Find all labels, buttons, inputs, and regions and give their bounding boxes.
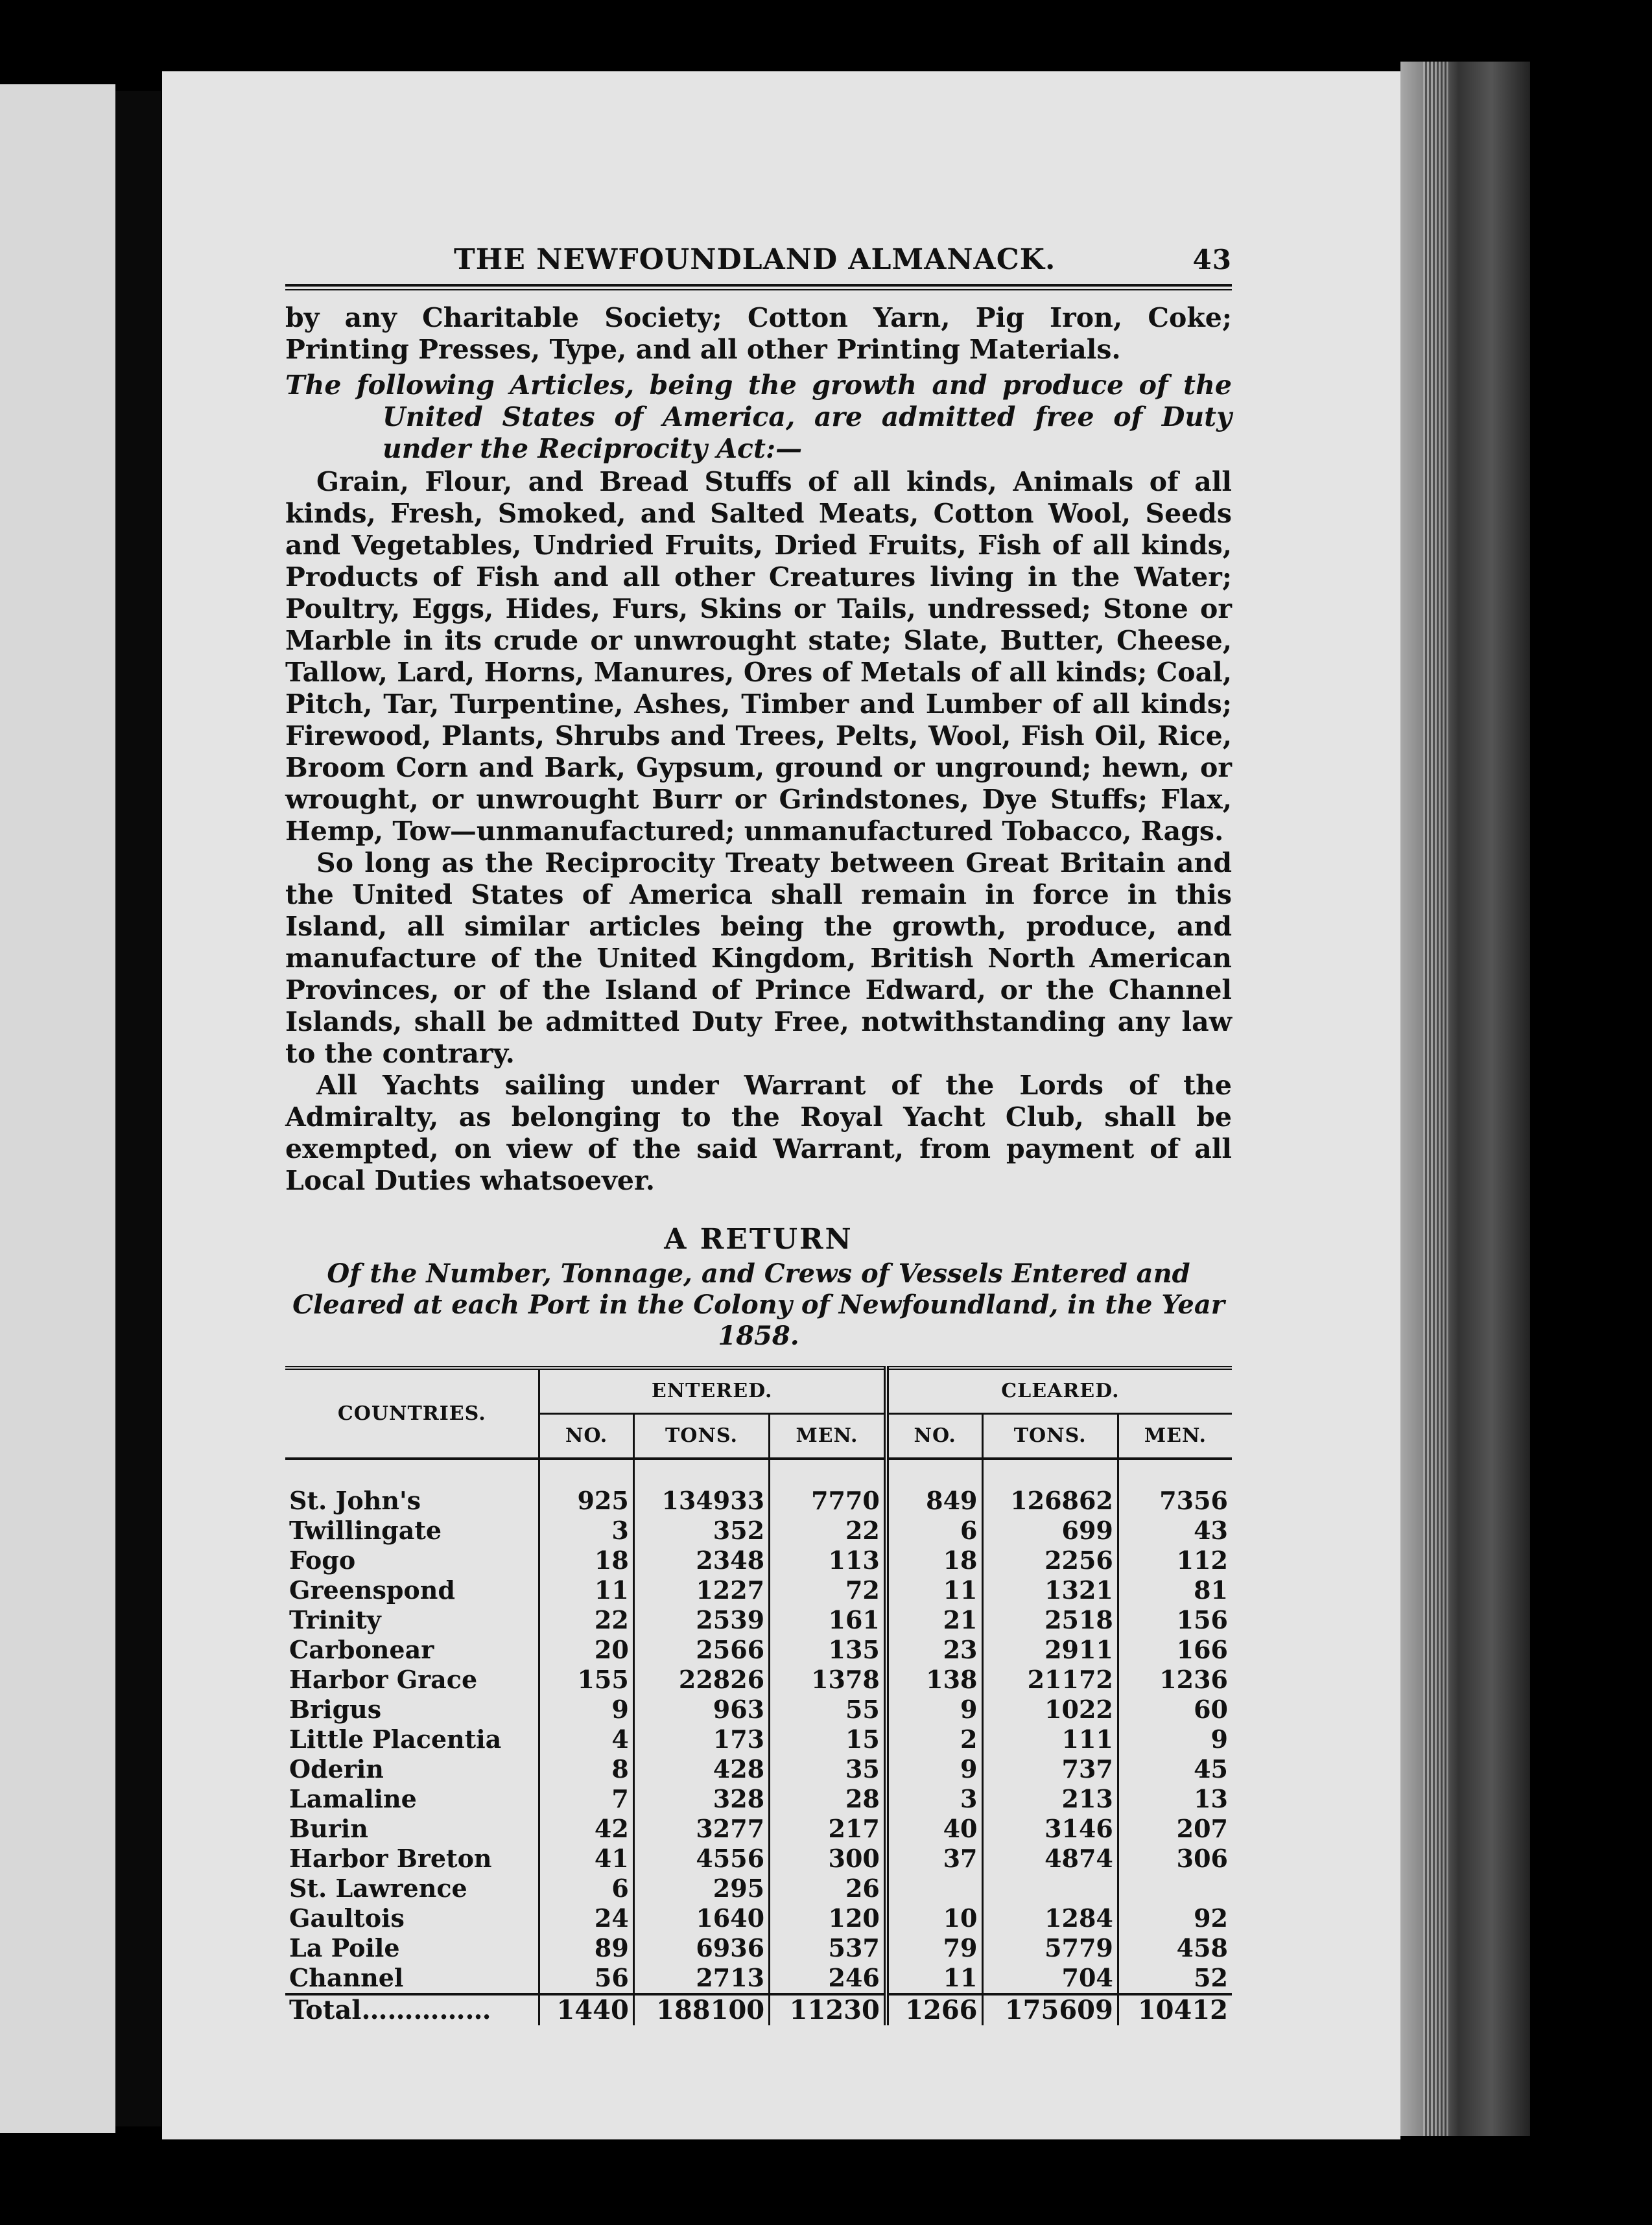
cleared-men: 306	[1118, 1844, 1232, 1874]
port-name: Burin	[289, 1814, 368, 1843]
entered-men: 72	[770, 1575, 886, 1605]
cleared-tons: 21172	[982, 1665, 1118, 1695]
entered-men: 1378	[770, 1665, 886, 1695]
table-row	[285, 1725, 1232, 1754]
total-entered-no: 1440	[539, 1994, 633, 2025]
total-label: Total……………	[285, 1994, 539, 2025]
port-name: Fogo	[289, 1546, 356, 1575]
total-cleared-tons: 175609	[982, 1994, 1118, 2025]
entered-no: 22	[539, 1605, 633, 1635]
entered-men: 135	[770, 1635, 886, 1665]
page-stack-edges	[1423, 62, 1449, 2136]
table-row	[285, 1575, 1232, 1605]
cleared-tons: 699	[982, 1516, 1118, 1546]
return-subtitle: Of the Number, Tonnage, and Crews of Vessels Entered and Cleared at each Port in the Colony of Newfoundland, in the Year 1858.	[292, 1258, 1225, 1351]
port-name: Greenspond	[289, 1575, 455, 1605]
entered-no: 925	[539, 1486, 633, 1516]
entered-men: 113	[770, 1546, 886, 1575]
cleared-tons: 2911	[982, 1635, 1118, 1665]
cleared-no: 40	[886, 1814, 982, 1844]
entered-men: 55	[770, 1695, 886, 1725]
port-name: Little Placentia	[289, 1725, 502, 1754]
total-row	[285, 1994, 1232, 2025]
cleared-men: 207	[1118, 1814, 1232, 1844]
entered-tons: 428	[633, 1754, 769, 1784]
entered-men: 217	[770, 1814, 886, 1844]
port-name: Harbor Breton	[289, 1844, 492, 1873]
col-header-cleared-tons: TONS.	[982, 1414, 1118, 1459]
paragraph-articles-list: Grain, Flour, and Bread Stuffs of all kinds, Animals of all kinds, Fresh, Smoked, and Salted Meats, Cotton Wool, Seeds and Vegetables, Undried Fruits, Dried Fruits, Fish of all kinds, Products of Fish and all other Creatures living in the Water; Poultry, Eggs, Hides, Furs, Skins or Tails, undressed; Stone or Marble in its crude or unwrought state; Slate, Butter, Cheese, Tallow, Lard, Horns, Manures, Ores of Metals of all kinds; Coal, Pitch, Tar, Turpentine, Ashes, Timber and Lumber of all kinds; Firewood, Plants, Shrubs and Trees, Pelts, Wool, Fish Oil, Rice, Broom Corn and Bark, Gypsum, ground or unground; hewn, or wrought, or unwrought Burr or Grindstones, Dye Stuffs; Flax, Hemp, Tow—unmanufactured; unmanufactured Tobacco, Rags.	[285, 466, 1232, 847]
group-header-cleared: CLEARED.	[886, 1368, 1232, 1414]
port-name: Oderin	[289, 1754, 384, 1784]
cleared-no: 6	[886, 1516, 982, 1546]
page-number: 43	[1192, 244, 1232, 276]
cleared-tons: 126862	[982, 1486, 1118, 1516]
table-row	[285, 1635, 1232, 1665]
entered-no: 7	[539, 1784, 633, 1814]
col-header-entered-men: MEN.	[770, 1414, 886, 1459]
cleared-tons: 3146	[982, 1814, 1118, 1844]
facing-page-edge	[0, 84, 115, 2133]
port-name: Brigus	[289, 1695, 382, 1724]
entered-men: 246	[770, 1963, 886, 1994]
paragraph-reciprocity-treaty: So long as the Reciprocity Treaty between Great Britain and the United States of America shall remain in force in this Island, all similar articles being the growth, produce, and manufacture of the United Kingdom, British North American Provinces, or of the Island of Prince Edward, or the Channel Islands, shall be admitted Duty Free, notwithstanding any law to the contrary.	[285, 847, 1232, 1069]
col-header-cleared-men: MEN.	[1118, 1414, 1232, 1459]
cleared-tons: 2518	[982, 1605, 1118, 1635]
col-header-cleared-no: NO.	[886, 1414, 982, 1459]
cleared-men: 43	[1118, 1516, 1232, 1546]
entered-no: 18	[539, 1546, 633, 1575]
entered-men: 22	[770, 1516, 886, 1546]
port-name: Carbonear	[289, 1635, 434, 1664]
cleared-men: 92	[1118, 1903, 1232, 1933]
cleared-tons: 213	[982, 1784, 1118, 1814]
cleared-men: 60	[1118, 1695, 1232, 1725]
cleared-no	[886, 1874, 982, 1903]
cleared-men: 166	[1118, 1635, 1232, 1665]
entered-tons: 134933	[633, 1486, 769, 1516]
almanack-page	[162, 71, 1400, 2139]
paragraph-reciprocity-intro: The following Articles, being the growth and produce of the United States of America, are admitted free of Duty under the Reciprocity Act:—	[285, 370, 1232, 464]
total-cleared-no: 1266	[886, 1994, 982, 2025]
entered-no: 11	[539, 1575, 633, 1605]
port-name: Channel	[289, 1963, 404, 1992]
cleared-tons: 1284	[982, 1903, 1118, 1933]
cleared-no: 3	[886, 1784, 982, 1814]
entered-tons: 173	[633, 1725, 769, 1754]
cleared-tons: 5779	[982, 1933, 1118, 1963]
table-row	[285, 1784, 1232, 1814]
port-name: Twillingate	[289, 1516, 442, 1545]
table-row	[285, 1814, 1232, 1844]
port-name: Gaultois	[289, 1903, 405, 1933]
entered-no: 89	[539, 1933, 633, 1963]
entered-men: 35	[770, 1754, 886, 1784]
cleared-no: 11	[886, 1575, 982, 1605]
entered-tons: 1640	[633, 1903, 769, 1933]
cleared-tons: 1022	[982, 1695, 1118, 1725]
entered-no: 155	[539, 1665, 633, 1695]
col-header-countries: COUNTRIES.	[285, 1368, 539, 1459]
paragraph-printing-materials: by any Charitable Society; Cotton Yarn, Pig Iron, Coke; Printing Presses, Type, and all other Printing Materials.	[285, 302, 1232, 365]
entered-tons: 963	[633, 1695, 769, 1725]
entered-men: 120	[770, 1903, 886, 1933]
total-cleared-men: 10412	[1118, 1994, 1232, 2025]
entered-men: 161	[770, 1605, 886, 1635]
entered-tons: 2348	[633, 1546, 769, 1575]
table-row	[285, 1546, 1232, 1575]
entered-tons: 6936	[633, 1933, 769, 1963]
cleared-men: 1236	[1118, 1665, 1232, 1695]
entered-tons: 2713	[633, 1963, 769, 1994]
paragraph-yachts: All Yachts sailing under Warrant of the Lords of the Admiralty, as belonging to the Royal Yacht Club, shall be exempted, on view of the said Warrant, from payment of all Local Duties whatsoever.	[285, 1070, 1232, 1196]
entered-no: 6	[539, 1874, 633, 1903]
table-row	[285, 1754, 1232, 1784]
cleared-men: 81	[1118, 1575, 1232, 1605]
total-entered-men: 11230	[770, 1994, 886, 2025]
cleared-tons: 2256	[982, 1546, 1118, 1575]
return-title: A RETURN	[664, 1223, 853, 1256]
table-row	[285, 1933, 1232, 1963]
entered-tons: 2566	[633, 1635, 769, 1665]
table-row	[285, 1874, 1232, 1903]
entered-no: 56	[539, 1963, 633, 1994]
entered-men: 537	[770, 1933, 886, 1963]
cleared-men: 13	[1118, 1784, 1232, 1814]
entered-tons: 295	[633, 1874, 769, 1903]
cleared-no: 37	[886, 1844, 982, 1874]
cleared-no: 18	[886, 1546, 982, 1575]
cleared-tons: 111	[982, 1725, 1118, 1754]
book-spine	[1400, 62, 1530, 2136]
port-name: La Poile	[289, 1933, 400, 1962]
running-header	[285, 243, 1232, 284]
cleared-no: 9	[886, 1695, 982, 1725]
port-name: St. John's	[289, 1486, 421, 1515]
entered-men: 7770	[770, 1486, 886, 1516]
cleared-men	[1118, 1874, 1232, 1903]
cleared-men: 156	[1118, 1605, 1232, 1635]
port-name: Harbor Grace	[289, 1665, 478, 1694]
entered-men: 300	[770, 1844, 886, 1874]
port-name: St. Lawrence	[289, 1874, 467, 1903]
cleared-no: 23	[886, 1635, 982, 1665]
entered-no: 9	[539, 1695, 633, 1725]
table-row	[285, 1844, 1232, 1874]
cleared-no: 2	[886, 1725, 982, 1754]
port-name: Lamaline	[289, 1784, 417, 1813]
group-header-entered: ENTERED.	[539, 1368, 886, 1414]
table-row	[285, 1665, 1232, 1695]
entered-no: 20	[539, 1635, 633, 1665]
entered-tons: 1227	[633, 1575, 769, 1605]
entered-men: 15	[770, 1725, 886, 1754]
cleared-men: 52	[1118, 1963, 1232, 1994]
table-row	[285, 1695, 1232, 1725]
entered-men: 28	[770, 1784, 886, 1814]
running-title: THE NEWFOUNDLAND ALMANACK.	[454, 243, 1056, 276]
cleared-tons: 737	[982, 1754, 1118, 1784]
cleared-tons	[982, 1874, 1118, 1903]
cleared-men: 458	[1118, 1933, 1232, 1963]
entered-tons: 328	[633, 1784, 769, 1814]
entered-no: 24	[539, 1903, 633, 1933]
cleared-men: 9	[1118, 1725, 1232, 1754]
col-header-entered-tons: TONS.	[633, 1414, 769, 1459]
entered-tons: 3277	[633, 1814, 769, 1844]
entered-men: 26	[770, 1874, 886, 1903]
cleared-no: 9	[886, 1754, 982, 1784]
entered-no: 4	[539, 1725, 633, 1754]
entered-tons: 2539	[633, 1605, 769, 1635]
entered-no: 8	[539, 1754, 633, 1784]
vessels-return-table	[285, 1366, 1232, 2025]
table-body	[285, 1459, 1232, 1994]
cleared-tons: 4874	[982, 1844, 1118, 1874]
cleared-no: 138	[886, 1665, 982, 1695]
cleared-no: 21	[886, 1605, 982, 1635]
table-row	[285, 1903, 1232, 1933]
cleared-men: 45	[1118, 1754, 1232, 1784]
cleared-no: 79	[886, 1933, 982, 1963]
page-content	[285, 243, 1232, 2025]
table-row	[285, 1963, 1232, 1994]
cleared-no: 11	[886, 1963, 982, 1994]
table-row	[285, 1486, 1232, 1516]
table-row	[285, 1516, 1232, 1546]
cleared-men: 112	[1118, 1546, 1232, 1575]
facing-page-gutter	[115, 91, 161, 2126]
col-header-entered-no: NO.	[539, 1414, 633, 1459]
cleared-no: 10	[886, 1903, 982, 1933]
entered-no: 41	[539, 1844, 633, 1874]
cleared-tons: 1321	[982, 1575, 1118, 1605]
entered-tons: 22826	[633, 1665, 769, 1695]
cleared-tons: 704	[982, 1963, 1118, 1994]
table-row	[285, 1605, 1232, 1635]
cleared-no: 849	[886, 1486, 982, 1516]
entered-tons: 4556	[633, 1844, 769, 1874]
entered-no: 3	[539, 1516, 633, 1546]
port-name: Trinity	[289, 1605, 381, 1634]
header-rule	[285, 284, 1232, 290]
entered-tons: 352	[633, 1516, 769, 1546]
total-entered-tons: 188100	[633, 1994, 769, 2025]
cleared-men: 7356	[1118, 1486, 1232, 1516]
entered-no: 42	[539, 1814, 633, 1844]
